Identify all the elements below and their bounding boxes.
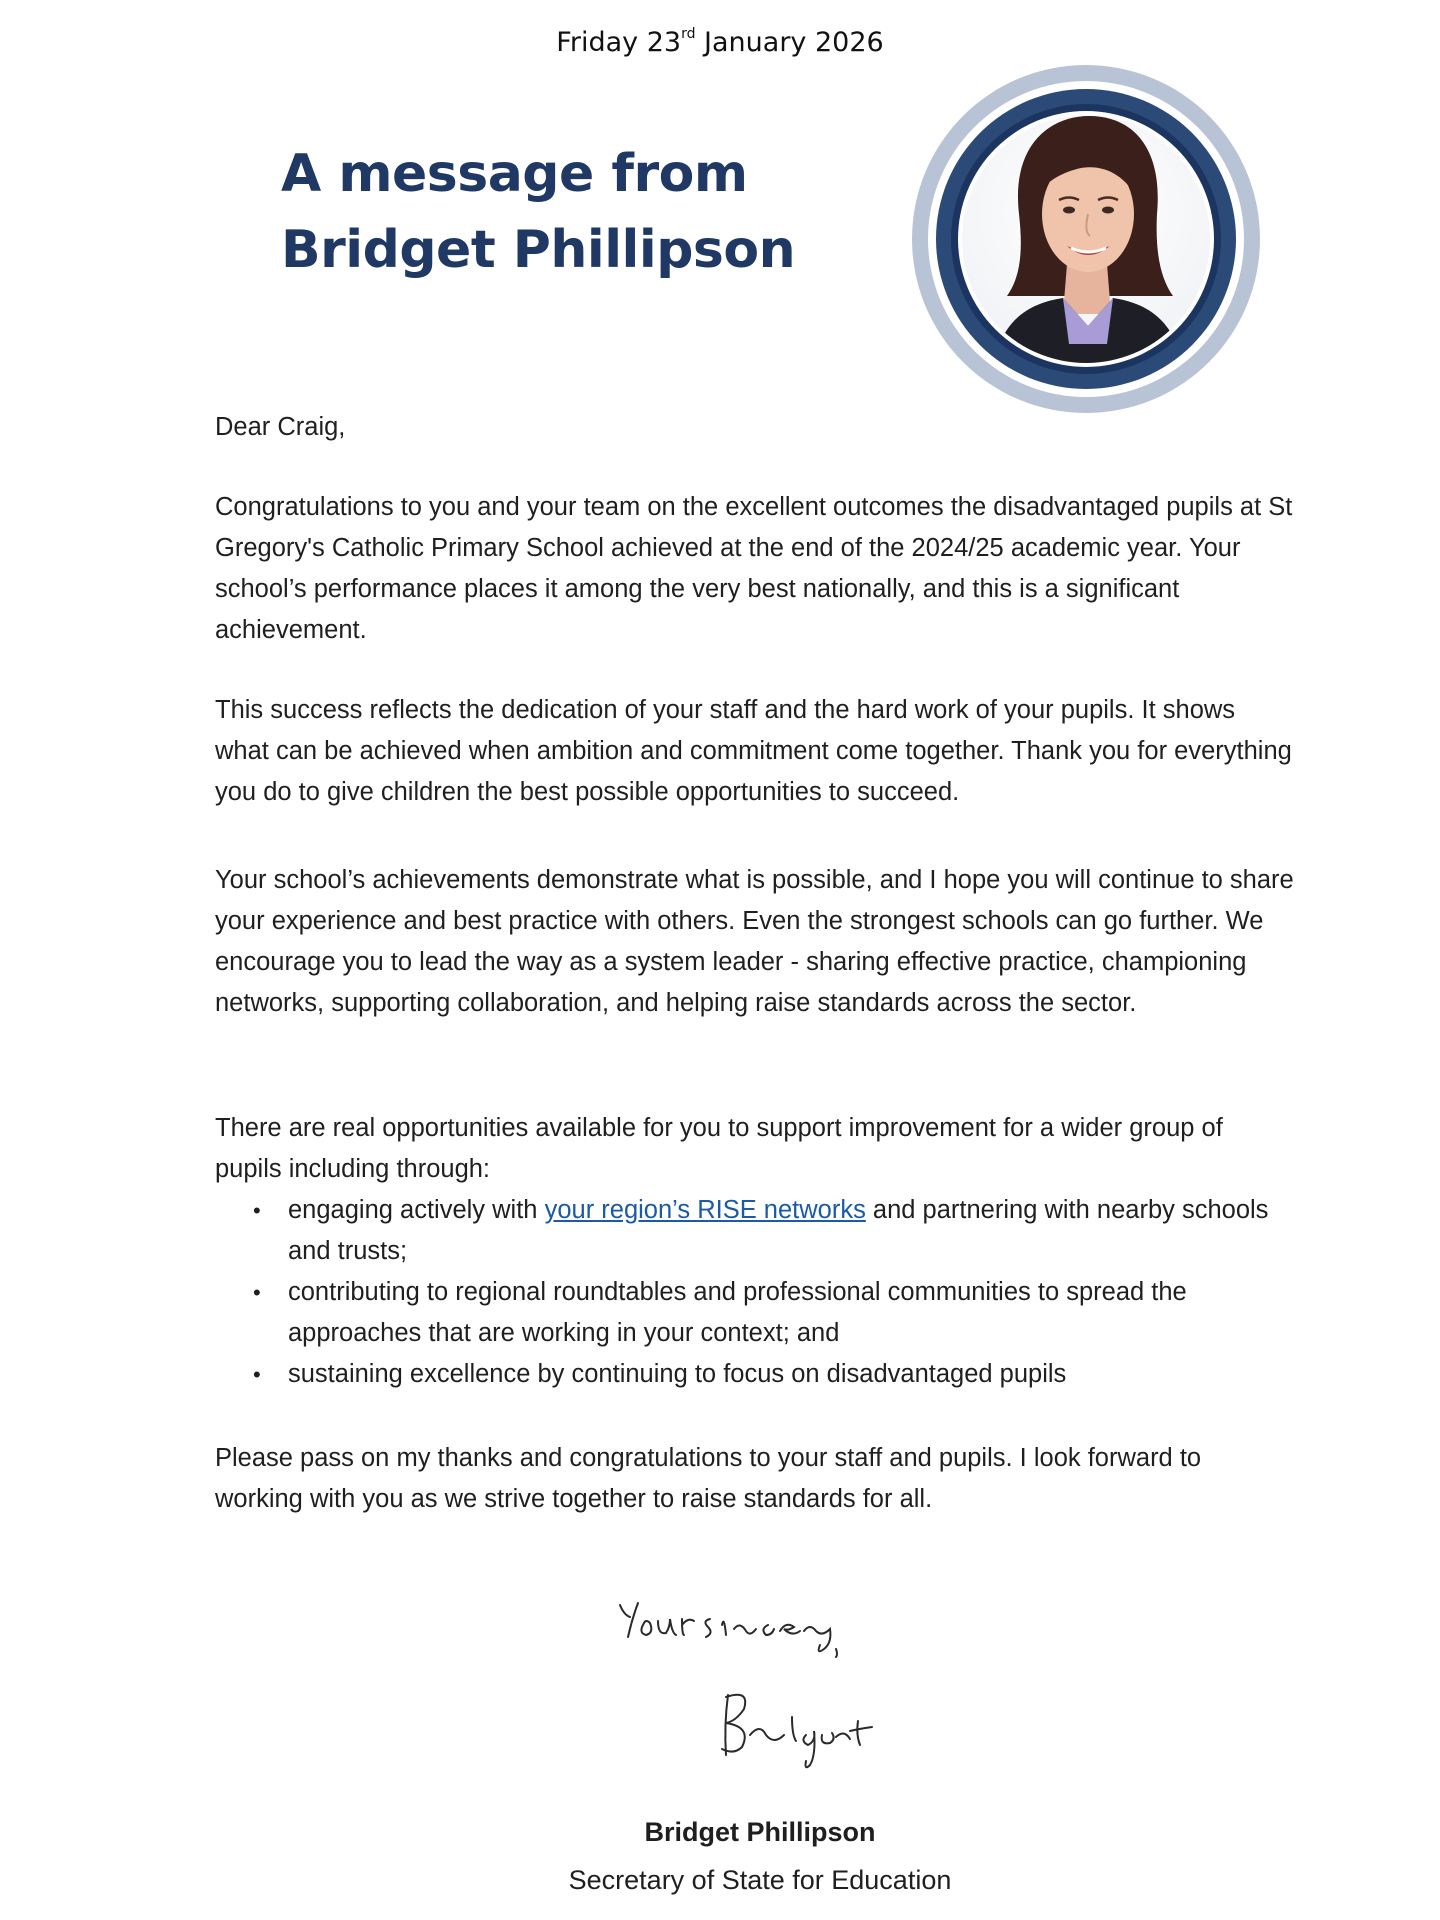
title-line-1: A message from (281, 144, 748, 204)
paragraph-text: Please pass on my thanks and congratulations to your staff and pupils. I look forward to working with you as we strive together to raise standards for all. (215, 1444, 1202, 1513)
paragraph-opportunities (215, 1108, 1295, 1395)
portrait-photo (911, 64, 1261, 414)
list-item-text: and partnering with nearby schools and trusts; (288, 1196, 1269, 1265)
opportunities-list (215, 1190, 1295, 1395)
paragraph-congratulations (215, 487, 1295, 651)
list-item (215, 1190, 1295, 1272)
title-line-2: Bridget Phillipson (281, 220, 796, 280)
date-month-year: January 2026 (695, 27, 884, 58)
letter-date (0, 26, 1440, 58)
paragraph-thanks (215, 1438, 1295, 1520)
greeting-text: Dear Craig, (215, 413, 346, 441)
handwritten-signature-icon (610, 1585, 930, 1785)
signatory-name: Bridget Phillipson (644, 1817, 876, 1847)
signatory-title: Secretary of State for Education (568, 1865, 952, 1895)
paragraph-achievements (215, 860, 1295, 1024)
rise-networks-link[interactable]: your region’s RISE networks (544, 1196, 866, 1224)
paragraph-text: There are real opportunities available for you to support improvement for a wider group of pupils including through: (215, 1114, 1223, 1183)
list-item: • sustaining excellence by continuing to focus on disadvantaged pupils (215, 1354, 1295, 1395)
page-title (281, 136, 795, 288)
list-item-text: engaging actively with (288, 1196, 545, 1224)
date-suffix: rd (681, 26, 696, 42)
paragraph-text: This success reflects the dedication of your staff and the hard work of your pupils. It shows what can be achieved when ambition and commitment come together. Thank you for everything you do to give children the best possible opportunities to succeed. (215, 696, 1292, 806)
paragraph-success (215, 690, 1295, 813)
date-day: Friday 23 (556, 27, 682, 58)
list-item: • contributing to regional roundtables and professional communities to spread the approaches that are working in your context; and (215, 1272, 1295, 1354)
paragraph-text: Congratulations to you and your team on the excellent outcomes the disadvantaged pupils at St Gregory's Catholic Primary School achieved at the end of the 2024/25 academic year. Your school’s performance places it among the very best nationally, and this is a significant achievement. (215, 493, 1293, 644)
paragraph-text: Your school’s achievements demonstrate what is possible, and I hope you will continue to share your experience and best practice with others. Even the strongest schools can go further. We encourage you to lead the way as a system leader - sharing effective practice, championing networks, supporting collaboration, and helping raise standards across the sector. (215, 866, 1294, 1017)
letter-greeting (215, 407, 1295, 448)
